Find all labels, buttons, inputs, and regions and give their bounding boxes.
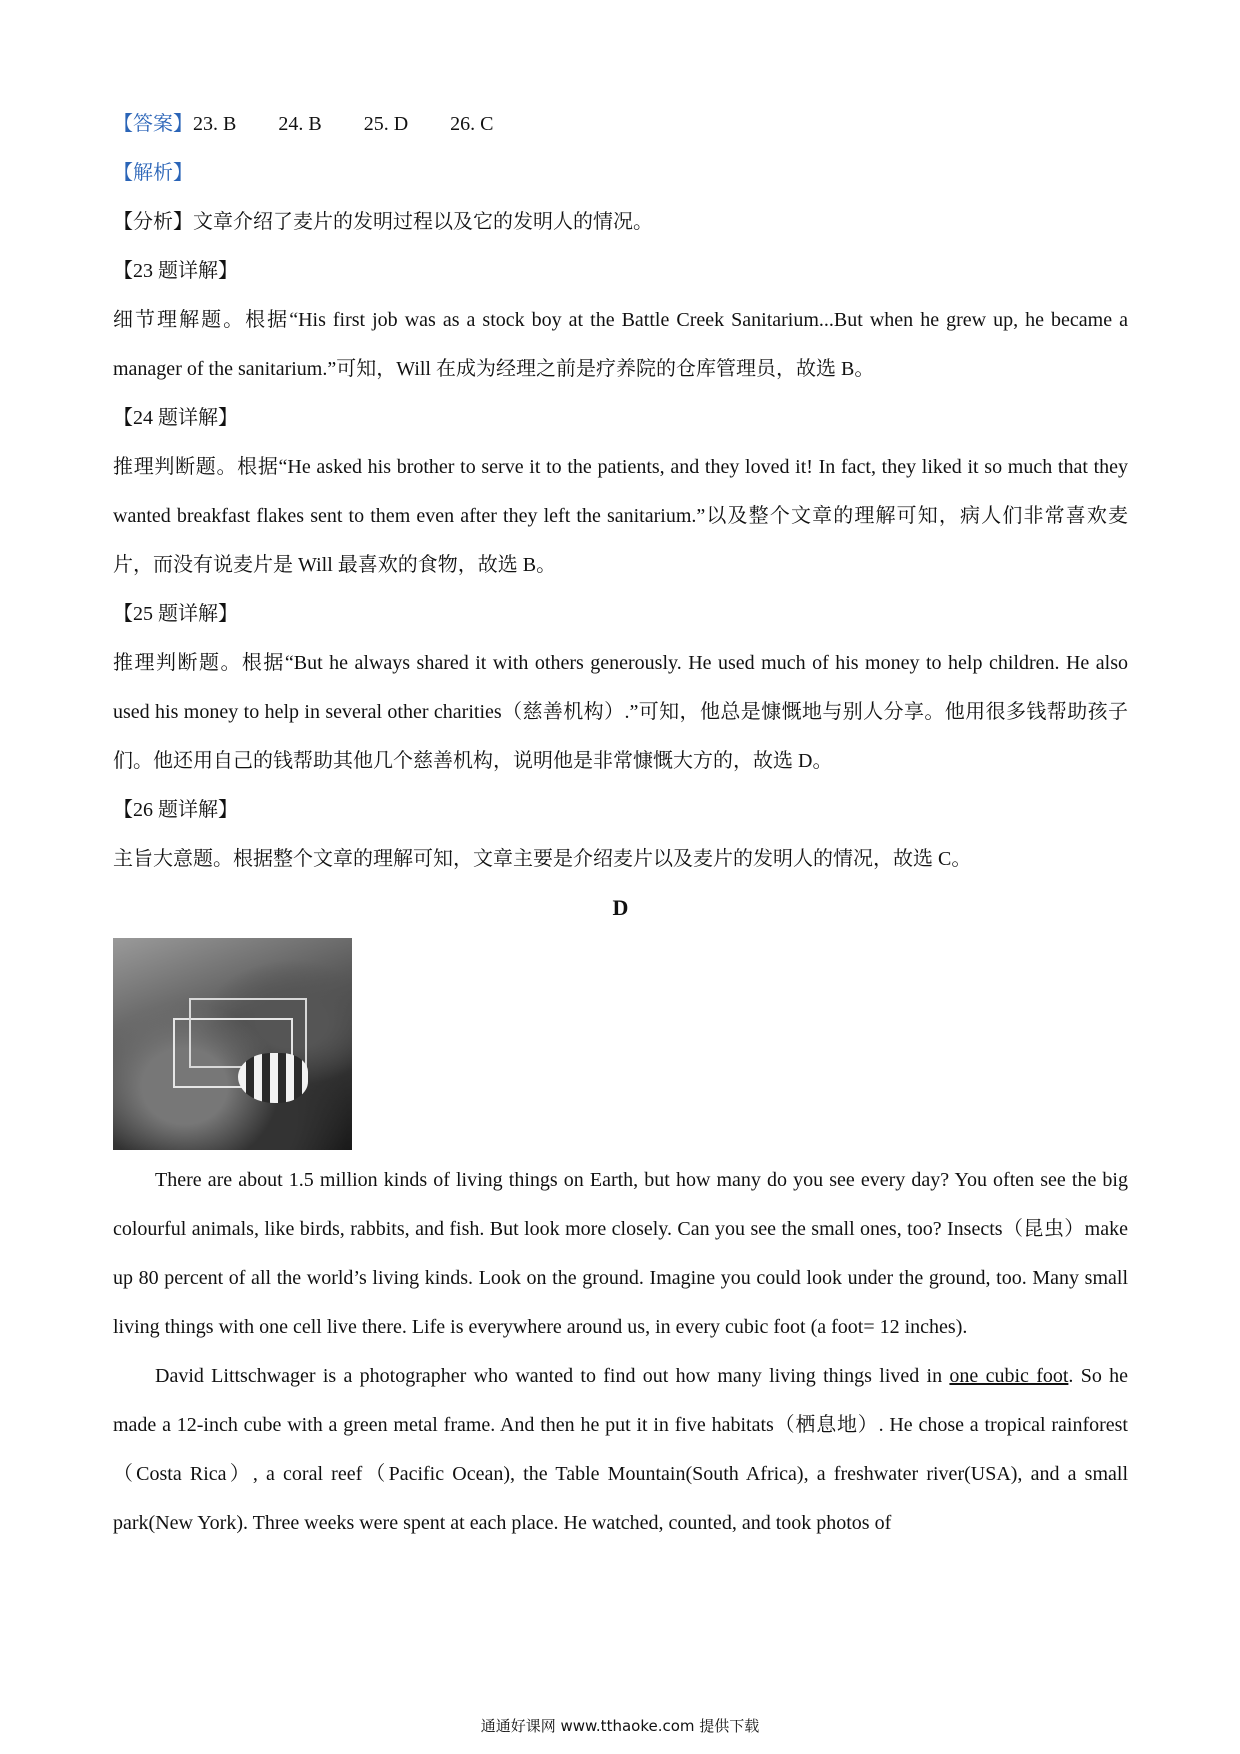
answer-25: 25. D (363, 113, 409, 135)
answer-24: 24. B (278, 113, 322, 135)
summary-text: 【分析】文章介绍了麦片的发明过程以及它的发明人的情况。 (113, 211, 653, 233)
q23-heading: 【23 题详解】 (113, 260, 238, 282)
answer-tag: 【答案】 (113, 113, 193, 135)
answer-line (113, 100, 1128, 149)
q24-explanation: 推理判断题。根据“He asked his brother to serve it to the patients, and they loved it! In fact, they liked it so much that they wanted breakfast flakes sent to them even after they left the sanitarium.”以及整个文章的理解可知，病人们非常喜欢麦片，而没有说麦片是 Will 最喜欢的食物，故选 B。 (113, 456, 1128, 576)
q26-explanation: 主旨大意题。根据整个文章的理解可知，文章主要是介绍麦片以及麦片的发明人的情况，故选 C。 (113, 848, 972, 870)
analysis-tag: 【解析】 (113, 162, 193, 184)
document-body (113, 100, 1128, 1548)
q23-explanation: 细节理解题。根据“His first job was as a stock boy at the Battle Creek Sanitarium...But when he grew up, he became a manager of the sanitarium.”可知，Will 在成为经理之前是疗养院的仓库管理员，故选 B。 (113, 309, 1128, 380)
striped-fish (238, 1053, 308, 1103)
q24-heading: 【24 题详解】 (113, 407, 238, 429)
p2-text-before: David Littschwager is a photographer who wanted to find out how many living things lived in (155, 1365, 950, 1387)
underlined-phrase: one cubic foot (949, 1365, 1069, 1387)
section-letter: D (612, 895, 629, 920)
q26-heading: 【26 题详解】 (113, 799, 238, 821)
passage-paragraph-1: There are about 1.5 million kinds of living things on Earth, but how many do you see every day? You often see the big colourful animals, like birds, rabbits, and fish. But look more closely. Can you see the small ones, too? Insects（昆虫）make up 80 percent of all the world’s living kinds. Look on the ground. Imagine you could look under the ground, too. Many small living things with one cell live there. Life is everywhere around us, in every cubic foot (a foot= 12 inches). (113, 1169, 1128, 1338)
answer-23: 23. B (193, 113, 237, 135)
p2-text-after: . So he made a 12-inch cube with a green metal frame. And then he put it in five habitats（栖息地）. He chose a tropical rainforest（Costa Rica）, a coral reef（Pacific Ocean), the Table Mountain(South Africa), a freshwater river(USA), and a small park(New York). Three weeks were spent at each place. He watched, counted, and took photos of (113, 1365, 1128, 1534)
q25-explanation: 推理判断题。根据“But he always shared it with others generously. He used much of his money to help children. He also used his money to help in several other charities（慈善机构）.”可知，他总是慷慨地与别人分享。他用很多钱帮助孩子们。他还用自己的钱帮助其他几个慈善机构，说明他是非常慷慨大方的，故选 D。 (113, 652, 1128, 772)
answer-26: 26. C (450, 113, 494, 135)
page-footer: 通通好课网 www.tthaoke.com 提供下载 (480, 1717, 760, 1735)
q25-heading: 【25 题详解】 (113, 603, 238, 625)
cube-habitat-photo (113, 938, 352, 1150)
passage-paragraph-2 (113, 1352, 1128, 1548)
